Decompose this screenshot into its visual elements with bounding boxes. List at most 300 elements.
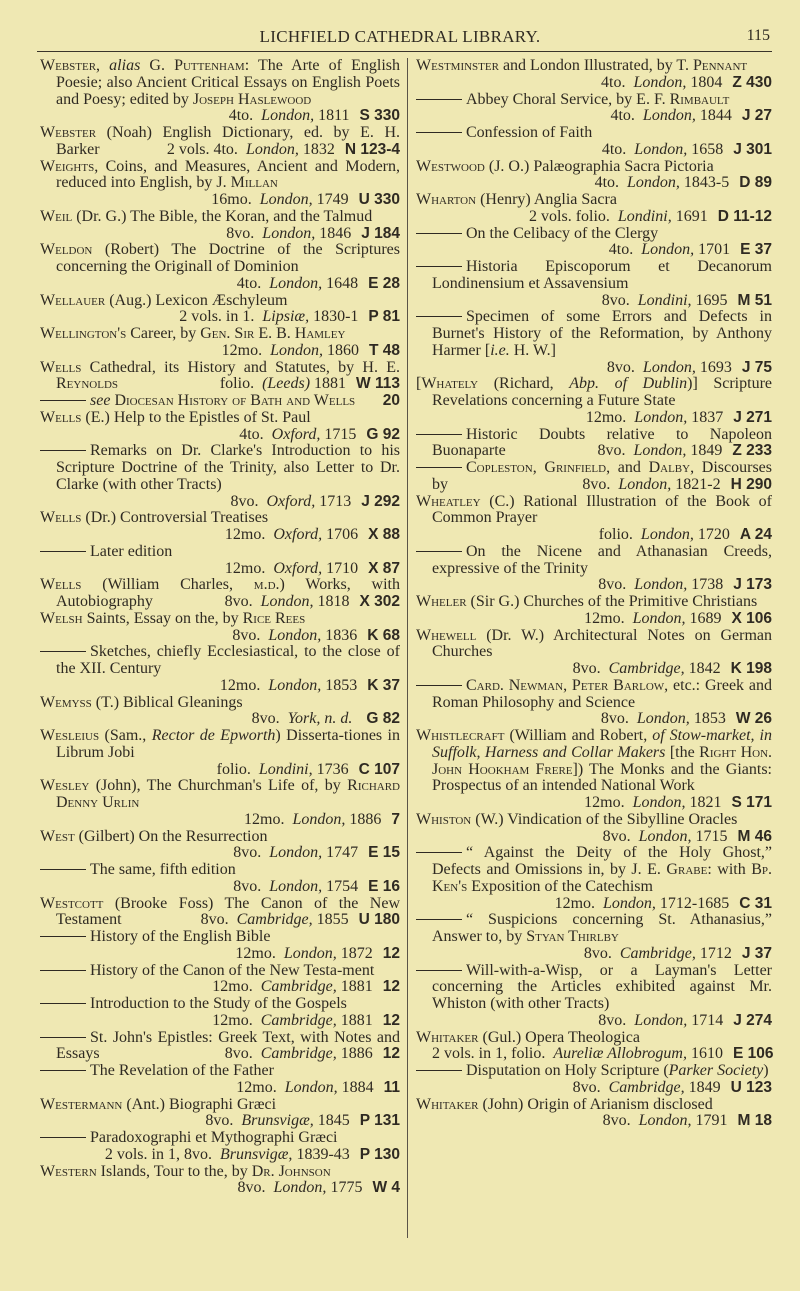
entry-text: , Discourses by xyxy=(432,459,772,493)
place: London, xyxy=(292,810,346,828)
format: 2 vols. in 1, 8vo. xyxy=(104,1145,212,1163)
catalog-entry xyxy=(40,1130,400,1164)
entry-imprint xyxy=(226,226,400,243)
format: 8vo. xyxy=(233,844,262,862)
shelf-mark: E 15 xyxy=(368,844,400,862)
catalog-entry xyxy=(40,695,400,729)
format: 4to. xyxy=(601,140,627,158)
shelf-mark: C 31 xyxy=(739,894,772,912)
entry-text: (Sir G.) Churches of the Primitive Christians xyxy=(466,593,758,610)
entry-heading-text: Westminster xyxy=(416,57,499,74)
shelf-mark: M 51 xyxy=(737,291,772,309)
shelf-mark: 12 xyxy=(382,978,400,996)
catalog-entry xyxy=(416,594,772,628)
entry-italic-text: Abp. of Dublin xyxy=(569,375,688,393)
entry-text: (Henry) Anglia Sacra xyxy=(476,191,617,208)
entry-text: On the Nicene and Athanasian Creeds, expressive of the Trinity xyxy=(432,542,772,577)
ditto-rule xyxy=(40,450,86,451)
ditto-rule xyxy=(40,1003,86,1004)
entry-imprint xyxy=(56,812,400,829)
entry-heading-text: Whitaker xyxy=(416,1095,479,1113)
entry-text: (Dr.) Controversial Treatises xyxy=(81,509,269,527)
entry-heading-text: Wellington's xyxy=(40,325,127,342)
catalog-entry xyxy=(40,644,400,694)
shelf-mark: 12 xyxy=(382,944,400,962)
format: 8vo. xyxy=(251,710,280,728)
entry-text: History of the English Bible xyxy=(90,928,271,945)
place: London, xyxy=(640,526,694,543)
ditto-rule xyxy=(416,467,462,468)
place: Oxford, xyxy=(271,425,321,443)
shelf-mark: K 37 xyxy=(367,676,400,694)
format: 8vo. xyxy=(583,944,612,962)
shelf-mark: T 48 xyxy=(368,341,400,359)
entry-italic-text: of Stow-market, in Suffolk, Harness and Collar Makers xyxy=(432,727,773,761)
catalog-entry xyxy=(416,494,772,544)
entry-imprint xyxy=(432,1013,772,1030)
entry-heading-text: Pennant xyxy=(693,57,748,74)
ditto-rule xyxy=(40,551,86,552)
ditto-rule xyxy=(40,869,86,870)
entry-imprint xyxy=(56,678,400,695)
place: London, xyxy=(633,442,687,460)
format: 12mo. xyxy=(236,1078,277,1096)
catalog-entry xyxy=(416,309,772,376)
shelf-mark: S 171 xyxy=(731,794,772,811)
ditto-rule xyxy=(40,970,86,971)
ditto-rule xyxy=(40,1037,86,1038)
place: London, xyxy=(636,710,690,728)
ditto-rule xyxy=(416,852,462,853)
place: Oxford, xyxy=(273,559,323,577)
entry-heading-text: Millan xyxy=(230,174,278,192)
shelf-mark: H 290 xyxy=(730,475,772,493)
year: 1849 xyxy=(688,1078,721,1096)
year: 1836 xyxy=(325,626,358,644)
place: London, xyxy=(260,593,314,610)
entry-text: “ Against the Deity of the Holy Ghost,” Defects and Omissions in, by J. E. xyxy=(432,844,772,878)
entry-imprint xyxy=(220,376,400,393)
place: London, xyxy=(283,944,337,962)
format: 8vo. xyxy=(200,911,229,929)
year: 1720 xyxy=(697,526,730,543)
entry-text: On the Celibacy of the Clergy xyxy=(466,224,659,242)
place: Londini, xyxy=(617,207,672,225)
year: 1832 xyxy=(302,140,335,158)
place: London, xyxy=(259,191,313,208)
format: folio. xyxy=(216,760,251,778)
format: 8vo. xyxy=(237,1179,266,1197)
place: Cambridge, xyxy=(608,660,685,677)
shelf-mark: X 88 xyxy=(368,526,400,543)
entry-imprint xyxy=(432,527,772,544)
entry-heading-text: Grabe xyxy=(666,861,708,878)
entry-text: ) Works, with Autobiography xyxy=(56,576,400,610)
shelf-mark: M 18 xyxy=(737,1112,772,1130)
entry-text: (C.) Rational Illustration of the Book of Common Prayer xyxy=(432,492,772,527)
entry-heading-text: Weights xyxy=(40,157,95,175)
place: London, xyxy=(638,827,692,845)
year: 1714 xyxy=(691,1011,724,1029)
year: 1747 xyxy=(326,844,359,862)
entry-heading-text: Gen. Sir E. B. Hamley xyxy=(200,325,346,342)
shelf-mark: X 302 xyxy=(359,593,400,610)
shelf-mark: D 11-12 xyxy=(717,207,772,225)
shelf-mark: E 16 xyxy=(368,877,400,895)
place: London, xyxy=(632,609,686,627)
year: 1775 xyxy=(330,1179,363,1197)
catalog-entry xyxy=(416,628,772,678)
entry-text: Paradoxographi et Mythographi Græci xyxy=(90,1129,338,1146)
format: 4to. xyxy=(610,107,635,125)
year: 1821-2 xyxy=(675,475,721,493)
place: London, xyxy=(245,140,299,158)
format: folio. xyxy=(219,375,255,393)
entry-text: (John) Origin of Arianism disclosed xyxy=(478,1095,713,1113)
entry-imprint xyxy=(225,1046,400,1063)
entry-heading-text: Diocesan History of Bath and Wells xyxy=(114,392,356,409)
year: 1886 xyxy=(349,810,382,828)
place: London, xyxy=(268,626,322,644)
format: 4to. xyxy=(239,425,264,443)
entry-imprint xyxy=(432,410,772,427)
ditto-rule xyxy=(40,936,86,937)
catalog-entry xyxy=(416,92,772,126)
place: London, xyxy=(638,1112,692,1130)
entry-imprint xyxy=(432,896,772,913)
entry-imprint xyxy=(56,494,400,511)
year: 1791 xyxy=(695,1112,728,1130)
entry-imprint xyxy=(56,946,400,963)
catalog-entry xyxy=(416,728,772,812)
entry-heading-text: Wheler xyxy=(416,593,467,610)
entry-imprint xyxy=(56,628,400,645)
entry-imprint xyxy=(373,393,400,410)
format: 4to. xyxy=(228,107,254,125)
shelf-mark: W 113 xyxy=(356,375,400,393)
place: London, xyxy=(269,844,323,862)
catalog-entry xyxy=(40,611,400,645)
place: Cambridge, xyxy=(619,944,696,962)
place: London, xyxy=(634,1011,688,1029)
shelf-mark: X 87 xyxy=(368,559,400,577)
entry-imprint xyxy=(603,829,772,846)
format: 8vo. xyxy=(598,576,627,594)
entry-imprint xyxy=(597,443,772,460)
year: 1691 xyxy=(675,207,708,225)
place: London, xyxy=(633,73,687,91)
shelf-mark: P 81 xyxy=(368,308,400,326)
entry-text: (E.) Help to the Epistles of St. Paul xyxy=(81,408,311,426)
entry-text: History of the Canon of the New Testa-ment xyxy=(90,961,375,979)
entry-imprint xyxy=(167,142,400,159)
shelf-mark: J 27 xyxy=(741,107,772,125)
format: 12mo. xyxy=(584,609,625,627)
ditto-rule xyxy=(416,434,462,435)
format: folio. xyxy=(598,526,633,543)
year: 1845 xyxy=(317,1112,350,1130)
shelf-mark: J 274 xyxy=(733,1011,772,1029)
entry-heading-text: West xyxy=(40,827,75,845)
entry-text: ) xyxy=(763,1062,769,1079)
year: 1712 xyxy=(699,944,732,962)
format: 8vo. xyxy=(598,1011,627,1029)
entry-heading-text: Rice Rees xyxy=(242,609,306,627)
entry-text: Confession of Faith xyxy=(466,124,593,141)
shelf-mark: J 173 xyxy=(733,576,772,594)
entry-text: (Gul.) Opera Theologica xyxy=(478,1028,640,1046)
year: 1881 xyxy=(314,375,347,393)
year: 1860 xyxy=(326,341,359,359)
entry-heading-text: Wharton xyxy=(416,191,477,208)
catalog-entry xyxy=(40,728,400,778)
entry-text: Historia Episcoporum et Decanorum Londinensium et Assavensium xyxy=(432,258,772,292)
ditto-rule xyxy=(416,551,462,552)
entry-text: , Coins, and Measures, Ancient and Modern, reduced into English, by J. xyxy=(56,157,400,192)
catalog-entry xyxy=(416,678,772,728)
catalog-entry xyxy=(40,996,400,1030)
place: London, xyxy=(269,274,323,292)
catalog-entry xyxy=(416,1030,772,1064)
year: 1830-1 xyxy=(313,308,359,326)
entry-heading-text: Wells xyxy=(40,408,82,426)
format: 2 vols. in 1, folio. xyxy=(432,1045,546,1063)
shelf-mark: P 131 xyxy=(359,1112,400,1130)
shelf-mark: J 75 xyxy=(741,358,772,376)
place: London, xyxy=(284,1078,338,1096)
entry-text: (Sam., xyxy=(99,727,152,744)
catalog-entry xyxy=(416,544,772,594)
catalog-entry xyxy=(416,1097,772,1131)
format: 8vo. xyxy=(601,291,630,309)
entry-text: (Robert) The Doctrine of the Scriptures concerning the Originall of Dominion xyxy=(56,241,400,275)
format: 12mo. xyxy=(244,810,285,828)
entry-heading-text: Whistlecraft xyxy=(416,727,505,744)
entry-text: (Brooke Foss) The Canon of the New Testament xyxy=(56,894,400,929)
year: 1886 xyxy=(340,1045,373,1063)
year: 1736 xyxy=(316,760,349,778)
entry-heading-text: Westwood xyxy=(416,157,485,175)
entry-heading-text: Puttenham xyxy=(174,57,245,74)
shelf-mark: W 26 xyxy=(735,710,772,728)
catalog-entry xyxy=(40,293,400,327)
place: Cambridge, xyxy=(236,911,313,929)
entry-italic-text: Rector de Epworth xyxy=(151,727,276,744)
entry-heading-text: Joseph Haslewood xyxy=(192,90,312,108)
entry-text: (J. O.) Palæographia Sacra Pictoria xyxy=(484,157,714,175)
shelf-mark: J 37 xyxy=(741,944,772,962)
entry-heading-text: Card. Newman, Peter Barlow xyxy=(466,676,665,694)
shelf-mark: G 82 xyxy=(366,710,400,728)
entry-heading-text: Right Hon. John Hookham Frere xyxy=(432,743,773,778)
format: 12mo. xyxy=(585,408,627,426)
entry-imprint xyxy=(56,309,400,326)
entry-imprint xyxy=(229,108,400,125)
format: 2 vols. in 1. xyxy=(179,308,255,326)
shelf-mark: J 301 xyxy=(733,140,772,158)
entry-italic-text: alias xyxy=(109,57,141,74)
right-column xyxy=(416,58,772,1130)
ditto-rule xyxy=(416,970,462,971)
shelf-mark: J 271 xyxy=(733,408,772,426)
catalog-entry xyxy=(416,259,772,309)
format: 12mo. xyxy=(554,894,596,912)
entry-imprint xyxy=(56,1080,400,1097)
format: 12mo. xyxy=(212,978,253,996)
entry-imprint xyxy=(56,343,400,360)
catalog-entry xyxy=(40,862,400,896)
year: 1849 xyxy=(690,442,723,460)
shelf-mark: J 292 xyxy=(361,492,400,510)
place: London, xyxy=(634,140,688,158)
format: 8vo. xyxy=(606,358,635,376)
entry-italic-text: see xyxy=(90,392,115,409)
entry-imprint xyxy=(56,192,400,209)
entry-text: Abbey Choral Service, by E. F. xyxy=(466,90,670,108)
entry-text: and xyxy=(610,459,649,476)
place: Londini, xyxy=(258,760,313,778)
entry-heading-text: Westcott xyxy=(40,894,104,912)
entry-imprint xyxy=(56,845,400,862)
format: 8vo. xyxy=(205,1112,234,1130)
year: 1837 xyxy=(691,408,724,426)
entry-imprint xyxy=(432,360,772,377)
entry-heading-text: Dalby xyxy=(648,459,691,476)
year: 1881 xyxy=(340,1011,373,1029)
entry-text: (William Charles, xyxy=(81,576,254,594)
catalog-entry xyxy=(40,393,400,410)
shelf-mark: P 130 xyxy=(359,1145,400,1163)
entry-text: Islands, Tour to the, by xyxy=(96,1162,252,1180)
entry-imprint xyxy=(432,946,772,963)
entry-text: (Aug.) Lexicon Æschyleum xyxy=(105,291,288,309)
shelf-mark: G 92 xyxy=(366,425,400,443)
place: Cambridge, xyxy=(260,1011,337,1029)
entry-imprint xyxy=(573,1080,772,1097)
year: 1853 xyxy=(325,676,358,694)
left-column xyxy=(40,58,400,1197)
catalog-entry xyxy=(416,460,772,494)
entry-heading-text: Whiston xyxy=(416,810,472,828)
entry-imprint xyxy=(56,1013,400,1030)
entry-heading-text: Whately xyxy=(421,375,479,393)
format: 8vo. xyxy=(597,442,626,460)
catalog-entry xyxy=(416,963,772,1030)
place: London, xyxy=(627,174,680,192)
entry-imprint xyxy=(432,242,772,259)
place: London, xyxy=(268,676,322,694)
entry-heading-text: Wemyss xyxy=(40,693,92,711)
place: London, xyxy=(618,475,672,493)
entry-imprint xyxy=(610,108,772,125)
entry-text: ]) The Monks and the Giants: Prospectus of an intended National Work xyxy=(432,760,772,795)
shelf-mark: 11 xyxy=(383,1078,400,1096)
entry-heading-text: Wesley xyxy=(40,777,90,795)
entry-heading-text: Bp. Ken's xyxy=(432,861,772,895)
year: 1754 xyxy=(326,877,359,895)
entry-text: Introduction to the Study of the Gospels xyxy=(90,995,347,1012)
shelf-mark: W 4 xyxy=(372,1179,400,1197)
format: 8vo. xyxy=(233,877,262,895)
catalog-entry xyxy=(416,226,772,260)
year: 1846 xyxy=(319,224,352,242)
year: 1712-1685 xyxy=(659,894,730,912)
shelf-mark: A 24 xyxy=(739,526,772,543)
ditto-rule xyxy=(416,1070,462,1071)
entry-imprint xyxy=(56,427,400,444)
place: Oxford, xyxy=(273,526,323,543)
entry-text: G. xyxy=(140,57,175,74)
ditto-rule xyxy=(416,132,462,133)
entry-imprint xyxy=(601,75,772,92)
place: London, xyxy=(270,341,323,359)
year: 1839-43 xyxy=(296,1145,350,1163)
year: 1842 xyxy=(688,660,721,677)
entry-text: , etc.: Greek and Roman Philosophy and Science xyxy=(432,676,773,711)
format: 12mo. xyxy=(224,526,266,543)
format: 12mo. xyxy=(235,944,276,962)
entry-text: St. John's Epistles: Greek Text, with Notes and Essays xyxy=(56,1028,400,1063)
ditto-rule xyxy=(416,266,462,267)
entry-text: “ Suspicions concerning St. Athanasius,” Answer to, by xyxy=(432,911,772,945)
ditto-rule xyxy=(416,919,462,920)
format: 16mo. xyxy=(211,191,252,208)
place: Oxford, xyxy=(266,492,316,510)
ditto-rule xyxy=(416,316,462,317)
entry-text: (Noah) English Dictionary, ed. by E. H. Barker xyxy=(56,124,400,158)
format: 8vo. xyxy=(572,660,601,677)
year: 1648 xyxy=(326,274,359,292)
ditto-rule xyxy=(40,1137,86,1138)
year: 1881 xyxy=(340,978,373,996)
entry-heading-text: Copleston, Grinfield, xyxy=(466,459,611,476)
entry-text: The same, fifth edition xyxy=(90,861,236,878)
format: 8vo. xyxy=(602,827,631,845)
catalog-entry xyxy=(40,1097,400,1131)
entry-text: (W.) Vindication of the Sibylline Oracles xyxy=(471,810,738,828)
catalog-entry xyxy=(40,326,400,360)
year: 1706 xyxy=(326,526,359,543)
place: London, xyxy=(642,358,696,376)
catalog-entry xyxy=(416,125,772,159)
place: (Leeds) xyxy=(262,375,311,393)
page-number: 115 xyxy=(746,27,770,44)
entry-text: Disputation on Holy Scripture ( xyxy=(466,1062,669,1079)
shelf-mark: 12 xyxy=(382,1011,400,1029)
entry-heading-text: Webster xyxy=(40,124,97,141)
entry-heading-text: Whitaker xyxy=(416,1028,479,1046)
catalog-entry xyxy=(40,1063,400,1097)
entry-imprint xyxy=(56,1147,400,1164)
entry-text: [ xyxy=(416,375,422,393)
entry-imprint xyxy=(56,762,400,779)
catalog-entry xyxy=(416,376,772,426)
format: 4to. xyxy=(236,274,262,292)
year: 1710 xyxy=(326,559,359,577)
format: 8vo. xyxy=(582,475,611,493)
year: 1610 xyxy=(690,1045,723,1063)
entry-imprint xyxy=(225,594,400,611)
year: 1715 xyxy=(695,827,728,845)
shelf-mark: 12 xyxy=(382,1045,400,1063)
catalog-entry xyxy=(416,912,772,962)
year: 1872 xyxy=(340,944,373,962)
ditto-rule xyxy=(40,400,86,401)
entry-heading-text: Wellauer xyxy=(40,291,106,309)
year: 1855 xyxy=(316,911,349,929)
entry-text: Saints, Essay on the, by xyxy=(82,609,243,627)
format: 8vo. xyxy=(232,626,261,644)
